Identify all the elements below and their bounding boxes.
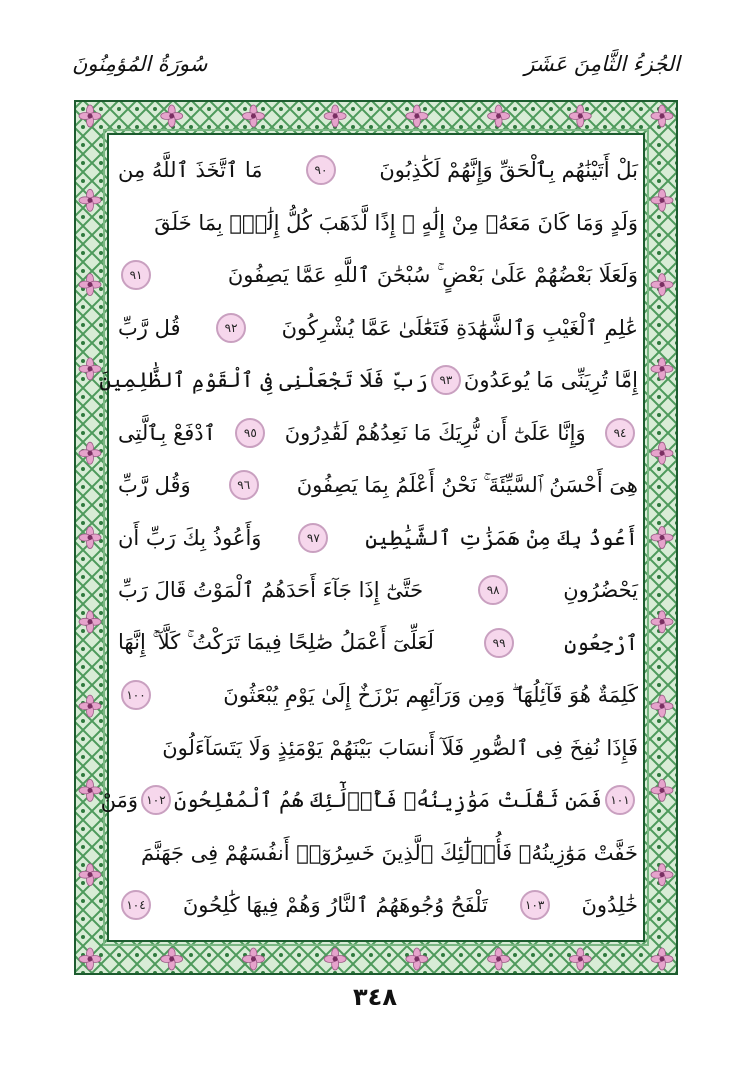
verse-text: يَحْضُرُونِ <box>563 578 638 602</box>
verse-text: فَإِذَا نُفِخَ فِى ٱلصُّورِ فَلَآ أَنسَابَ بَيْنَهُمْ يَوْمَئِذٍ وَلَا يَتَسَآءَلُونَ <box>162 735 638 760</box>
page-text <box>99 143 638 933</box>
ayah-number-marker: ٩٥ <box>235 418 265 448</box>
verse-text: خَفَّتْ مَوَٰزِينُهُۥ فَأُو۟لَٰٓئِكَ ٱلَّذِينَ خَسِرُوٓا۟ أَنفُسَهُمْ فِى جَهَنَّمَ <box>140 840 638 865</box>
verse-text: إِمَّا تُرِيَنِّى مَا يُوعَدُونَ <box>463 368 638 392</box>
page-number: ٣٤٨ <box>353 983 397 1011</box>
verse-text: وَقُل رَّبِّ <box>118 473 191 497</box>
ayah-number-marker: ١٠٢ <box>141 785 171 815</box>
verse-text: لَعَلِّىٓ أَعْمَلُ صَٰلِحًا فِيمَا تَرَكْتُ ۚ كَلَّآ ۚ إِنَّهَا <box>118 630 434 654</box>
text-line <box>118 563 638 617</box>
ayah-number-marker: ٩٠ <box>306 155 336 185</box>
text-line <box>118 196 638 250</box>
juz-name: الجُزءُ الثَّامِنَ عَشَرَ <box>524 52 680 76</box>
ayah-number-marker: ٩٨ <box>478 575 508 605</box>
verse-text: تَلْفَحُ وُجُوهَهُمُ ٱلنَّارُ وَهُمْ فِيهَا كَٰلِحُونَ <box>182 893 488 917</box>
ayah-number-marker: ٩٣ <box>431 365 461 395</box>
text-line <box>118 616 638 670</box>
verse-text: فَمَن ثَقُلَتْ مَوَٰزِينُهُۥ فَأُو۟لَٰٓئِكَ هُمُ ٱلْمُفْلِحُونَ <box>173 788 602 812</box>
text-line <box>118 668 638 722</box>
ayah-number-marker: ٩٦ <box>229 470 259 500</box>
verse-text: وَإِنَّا عَلَىٰٓ أَن نُّرِيَكَ مَا نَعِدُهُمْ لَقَٰدِرُونَ <box>284 420 586 445</box>
verse-text: وَلَعَلَا بَعْضُهُمْ عَلَىٰ بَعْضٍ ۚ سُبْحَٰنَ ٱللَّهِ عَمَّا يَصِفُونَ <box>227 262 638 287</box>
text-line <box>118 458 638 512</box>
text-line <box>118 248 638 302</box>
ayah-number-marker: ١٠١ <box>605 785 635 815</box>
ayah-number-marker: ١٠٣ <box>520 890 550 920</box>
verse-text: وَأَعُوذُ بِكَ رَبِّ أَن <box>118 525 262 550</box>
ayah-number-marker: ٩٤ <box>605 418 635 448</box>
text-line <box>118 143 638 197</box>
text-line <box>118 511 638 565</box>
ayah-number-marker: ٩٩ <box>484 628 514 658</box>
ayah-number-marker: ١٠٠ <box>121 680 151 710</box>
ayah-number-marker: ١٠٤ <box>121 890 151 920</box>
verse-text: بَلْ أَتَيْنَٰهُم بِٱلْحَقِّ وَإِنَّهُمْ لَكَٰذِبُونَ <box>379 158 638 182</box>
verse-text: خَٰلِدُونَ <box>581 893 638 917</box>
page-header <box>72 52 680 92</box>
verse-text: ٱدْفَعْ بِٱلَّتِى <box>118 420 216 445</box>
text-line <box>118 406 638 460</box>
text-line <box>118 826 638 880</box>
verse-text: عَٰلِمِ ٱلْغَيْبِ وَٱلشَّهَٰدَةِ فَتَعَٰلَىٰ عَمَّا يُشْرِكُونَ <box>281 315 638 340</box>
ayah-number-marker: ٩١ <box>121 260 151 290</box>
verse-text: ٱرْجِعُونِ <box>564 630 638 655</box>
text-line <box>118 301 638 355</box>
verse-text: رَبِّ فَلَا تَجْعَلْنِى فِى ٱلْقَوْمِ ٱلظَّٰلِمِينَ <box>99 368 428 392</box>
text-line <box>100 773 638 827</box>
text-line <box>118 721 638 775</box>
verse-text: حَتَّىٰٓ إِذَا جَآءَ أَحَدَهُمُ ٱلْمَوْتُ قَالَ رَبِّ <box>118 578 424 602</box>
verse-text: أَعُوذُ بِكَ مِنْ هَمَزَٰتِ ٱلشَّيَٰطِينِ <box>365 525 638 550</box>
verse-text: كَلِمَةٌ هُوَ قَآئِلُهَا ۖ وَمِن وَرَآئِهِم بَرْزَخٌ إِلَىٰ يَوْمِ يُبْعَثُونَ <box>223 682 638 707</box>
text-line <box>99 353 638 407</box>
text-line <box>118 878 638 932</box>
surah-name: سُورَةُ المُؤمِنُونَ <box>72 52 208 76</box>
verse-text: مَا ٱتَّخَذَ ٱللَّهُ مِن <box>118 158 263 182</box>
verse-text: وَمَنْ <box>100 788 138 812</box>
verse-text: هِىَ أَحْسَنُ ٱلسَّيِّئَةَ ۚ نَحْنُ أَعْلَمُ بِمَا يَصِفُونَ <box>296 472 638 497</box>
verse-text: قُل رَّبِّ <box>118 315 181 340</box>
ayah-number-marker: ٩٧ <box>298 523 328 553</box>
verse-text: وَلَدٍ وَمَا كَانَ مَعَهُۥ مِنْ إِلَٰهٍ ۚ إِذًا لَّذَهَبَ كُلُّ إِلَٰهٍۭ بِمَا خَلَقَ <box>154 210 638 235</box>
ayah-number-marker: ٩٢ <box>216 313 246 343</box>
